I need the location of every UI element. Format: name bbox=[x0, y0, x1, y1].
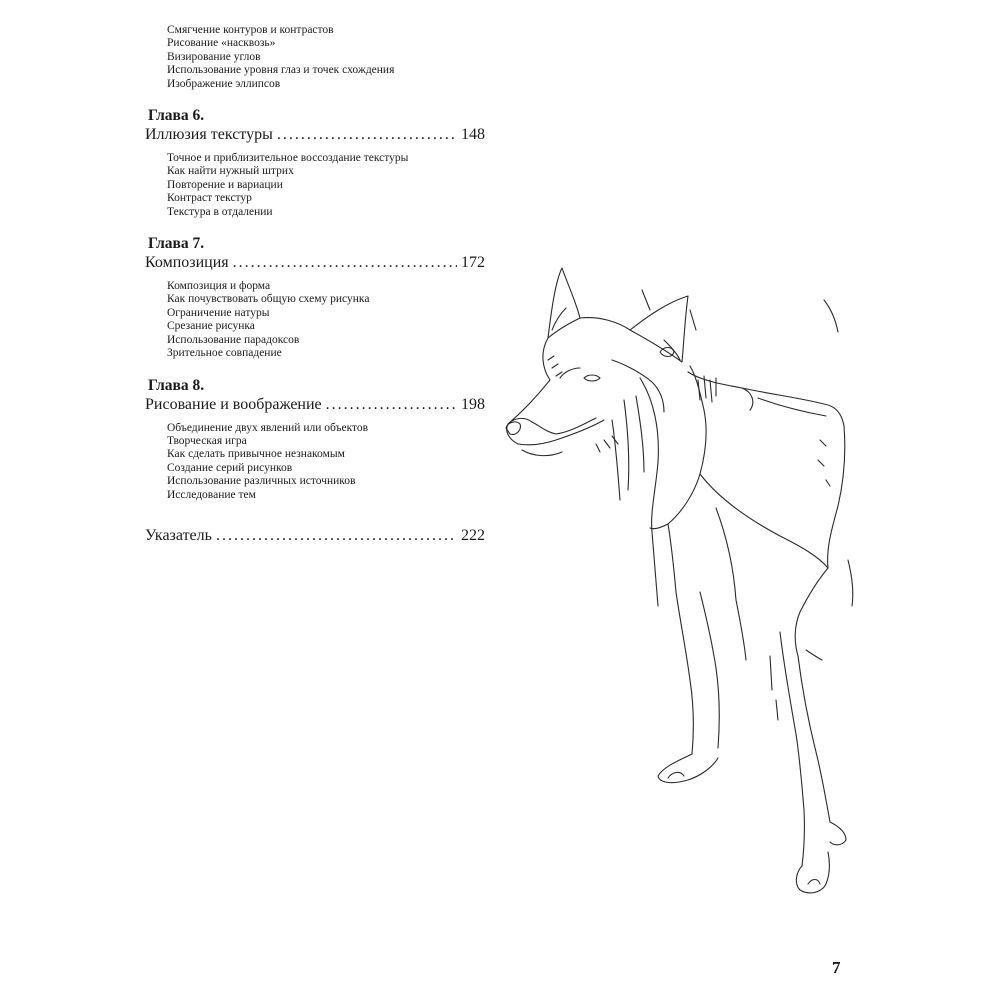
dog-sketch-illustration bbox=[500, 255, 860, 915]
list-item: Исследование тем bbox=[167, 488, 256, 501]
list-item: Текстура в отдалении bbox=[167, 205, 273, 218]
page-ref: 222 bbox=[461, 526, 485, 544]
list-item: Объединение двух явлений или объектов bbox=[167, 421, 369, 434]
list-item: Как почувствовать общую схему рисунка bbox=[167, 293, 370, 306]
list-item: Повторение и вариации bbox=[167, 178, 283, 191]
chapter-label: Глава 8. bbox=[148, 376, 205, 394]
chapter-title: Рисование и воображение bbox=[145, 395, 322, 413]
chapter-8 bbox=[145, 377, 485, 502]
toc-entry bbox=[145, 125, 485, 145]
list-item: Контраст текстур bbox=[167, 192, 252, 205]
rear-paw bbox=[796, 852, 829, 893]
list-item: Создание серий рисунков bbox=[167, 461, 293, 474]
list-item: Смягчение контуров и контрастов bbox=[167, 24, 334, 36]
chapter-7 bbox=[145, 235, 485, 360]
back-line bbox=[742, 388, 844, 426]
list-item: Использование уровня глаз и точек схождения bbox=[167, 64, 395, 77]
page-ref: 148 bbox=[461, 126, 485, 144]
head-outline bbox=[507, 338, 550, 444]
chapter-label: Глава 6. bbox=[148, 107, 205, 125]
right-ear bbox=[630, 296, 688, 362]
dot-leader bbox=[233, 253, 457, 273]
index-title: Указатель bbox=[145, 526, 212, 544]
list-item: Как сделать привычное незнакомым bbox=[167, 448, 345, 461]
eye bbox=[584, 375, 600, 381]
front-leg bbox=[668, 524, 693, 754]
list-item: Творческая игра bbox=[167, 434, 247, 447]
belly bbox=[700, 474, 828, 568]
list-item: Как найти нужный штрих bbox=[167, 165, 294, 178]
chapter-title: Композиция bbox=[145, 254, 229, 272]
intro-items bbox=[167, 24, 485, 91]
chapter-6 bbox=[145, 107, 485, 219]
list-item: Использование различных источников bbox=[167, 475, 356, 488]
muzzle bbox=[508, 418, 596, 434]
chapter-items bbox=[167, 422, 485, 502]
front-paw bbox=[658, 754, 718, 783]
dot-leader bbox=[326, 395, 457, 415]
toc-entry bbox=[145, 253, 485, 273]
table-of-contents bbox=[145, 24, 485, 553]
toc-entry bbox=[145, 395, 485, 415]
neck bbox=[640, 378, 658, 532]
list-item: Зрительное совпадение bbox=[167, 347, 282, 360]
list-item: Точное и приблизительное воссоздание текстуры bbox=[167, 152, 409, 165]
list-item: Изображение эллипсов bbox=[167, 77, 281, 90]
list-item: Срезание рисунка bbox=[167, 320, 255, 333]
dot-leader bbox=[216, 526, 457, 546]
nose bbox=[506, 422, 520, 434]
page-ref: 172 bbox=[461, 254, 485, 272]
page-ref: 198 bbox=[461, 395, 485, 413]
chapter-items bbox=[167, 152, 485, 219]
list-item: Ограничение натуры bbox=[167, 306, 270, 319]
list-item: Рисование «насквозь» bbox=[167, 37, 276, 50]
list-item: Визирование углов bbox=[167, 50, 261, 63]
page-number: 7 bbox=[832, 958, 841, 977]
dot-leader bbox=[277, 125, 457, 145]
chapter-items bbox=[167, 280, 485, 360]
list-item: Композиция и форма bbox=[167, 280, 271, 293]
chapter-label: Глава 7. bbox=[148, 235, 205, 253]
list-item: Использование парадоксов bbox=[167, 333, 300, 346]
chapter-title: Иллюзия текстуры bbox=[145, 126, 273, 144]
rear-leg bbox=[828, 426, 845, 568]
index-entry bbox=[145, 526, 485, 546]
